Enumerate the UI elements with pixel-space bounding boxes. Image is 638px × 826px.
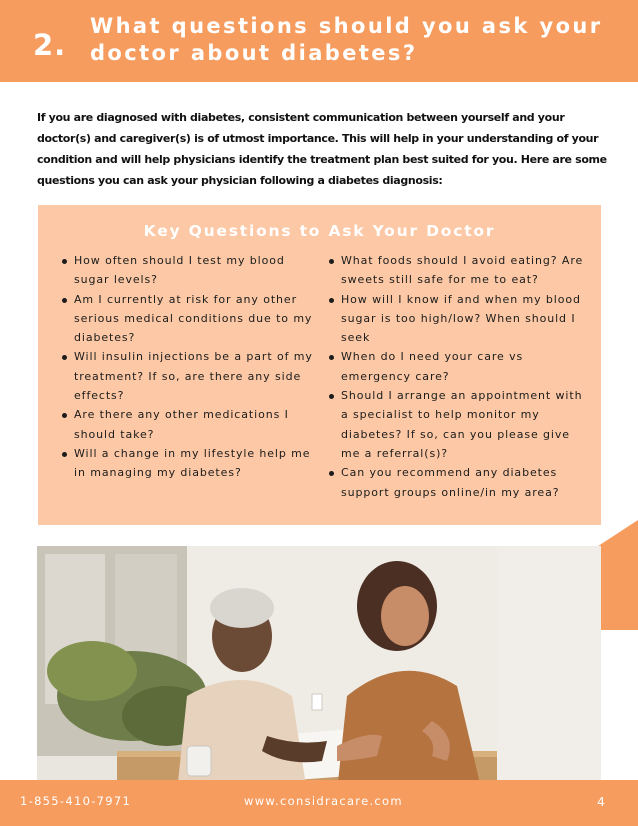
question-item: Will a change in my lifestyle help me in managing my diabetes?	[74, 444, 319, 483]
key-questions-title: Key Questions to Ask Your Doctor	[143, 222, 496, 240]
questions-left-column	[60, 251, 319, 483]
footer-website: www.considracare.com	[244, 794, 403, 808]
question-item: Should I arrange an appointment with a specialist to help monitor my diabetes? If so, can you please give me a referral(s)?	[341, 386, 593, 463]
question-item: Can you recommend any diabetes support groups online/in my area?	[341, 463, 593, 502]
question-item: Am I currently at risk for any other serious medical conditions due to my diabetes?	[74, 290, 319, 348]
question-item: How often should I test my blood sugar levels?	[74, 251, 319, 290]
section-number: 2.	[33, 28, 67, 62]
questions-right-column	[327, 251, 593, 502]
intro-paragraph: If you are diagnosed with diabetes, consistent communication between yourself and your doctor(s) and caregiver(s) is of utmost importance. This will help in your understanding of your condition and will help physicians identify the treatment plan best suited for you. Here are some questions you can ask your physician following a diabetes diagnosis:	[37, 111, 607, 187]
question-item: When do I need your care vs emergency care?	[341, 347, 593, 386]
question-item: Will insulin injections be a part of my treatment? If so, are there any side effects?	[74, 347, 319, 405]
question-item: What foods should I avoid eating? Are sweets still safe for me to eat?	[341, 251, 593, 290]
question-item: Are there any other medications I should take?	[74, 405, 319, 444]
doctor-patient-photo	[37, 546, 601, 792]
section-title	[90, 13, 610, 67]
page-number: 4	[597, 794, 607, 809]
footer-phone: 1-855-410-7971	[20, 794, 132, 808]
question-item: How will I know if and when my blood sugar is too high/low? When should I seek	[341, 290, 593, 348]
title-line-2: doctor about diabetes?	[90, 41, 418, 65]
title-line-1: What questions should you ask your	[90, 14, 603, 38]
photo-illustration	[37, 546, 601, 792]
